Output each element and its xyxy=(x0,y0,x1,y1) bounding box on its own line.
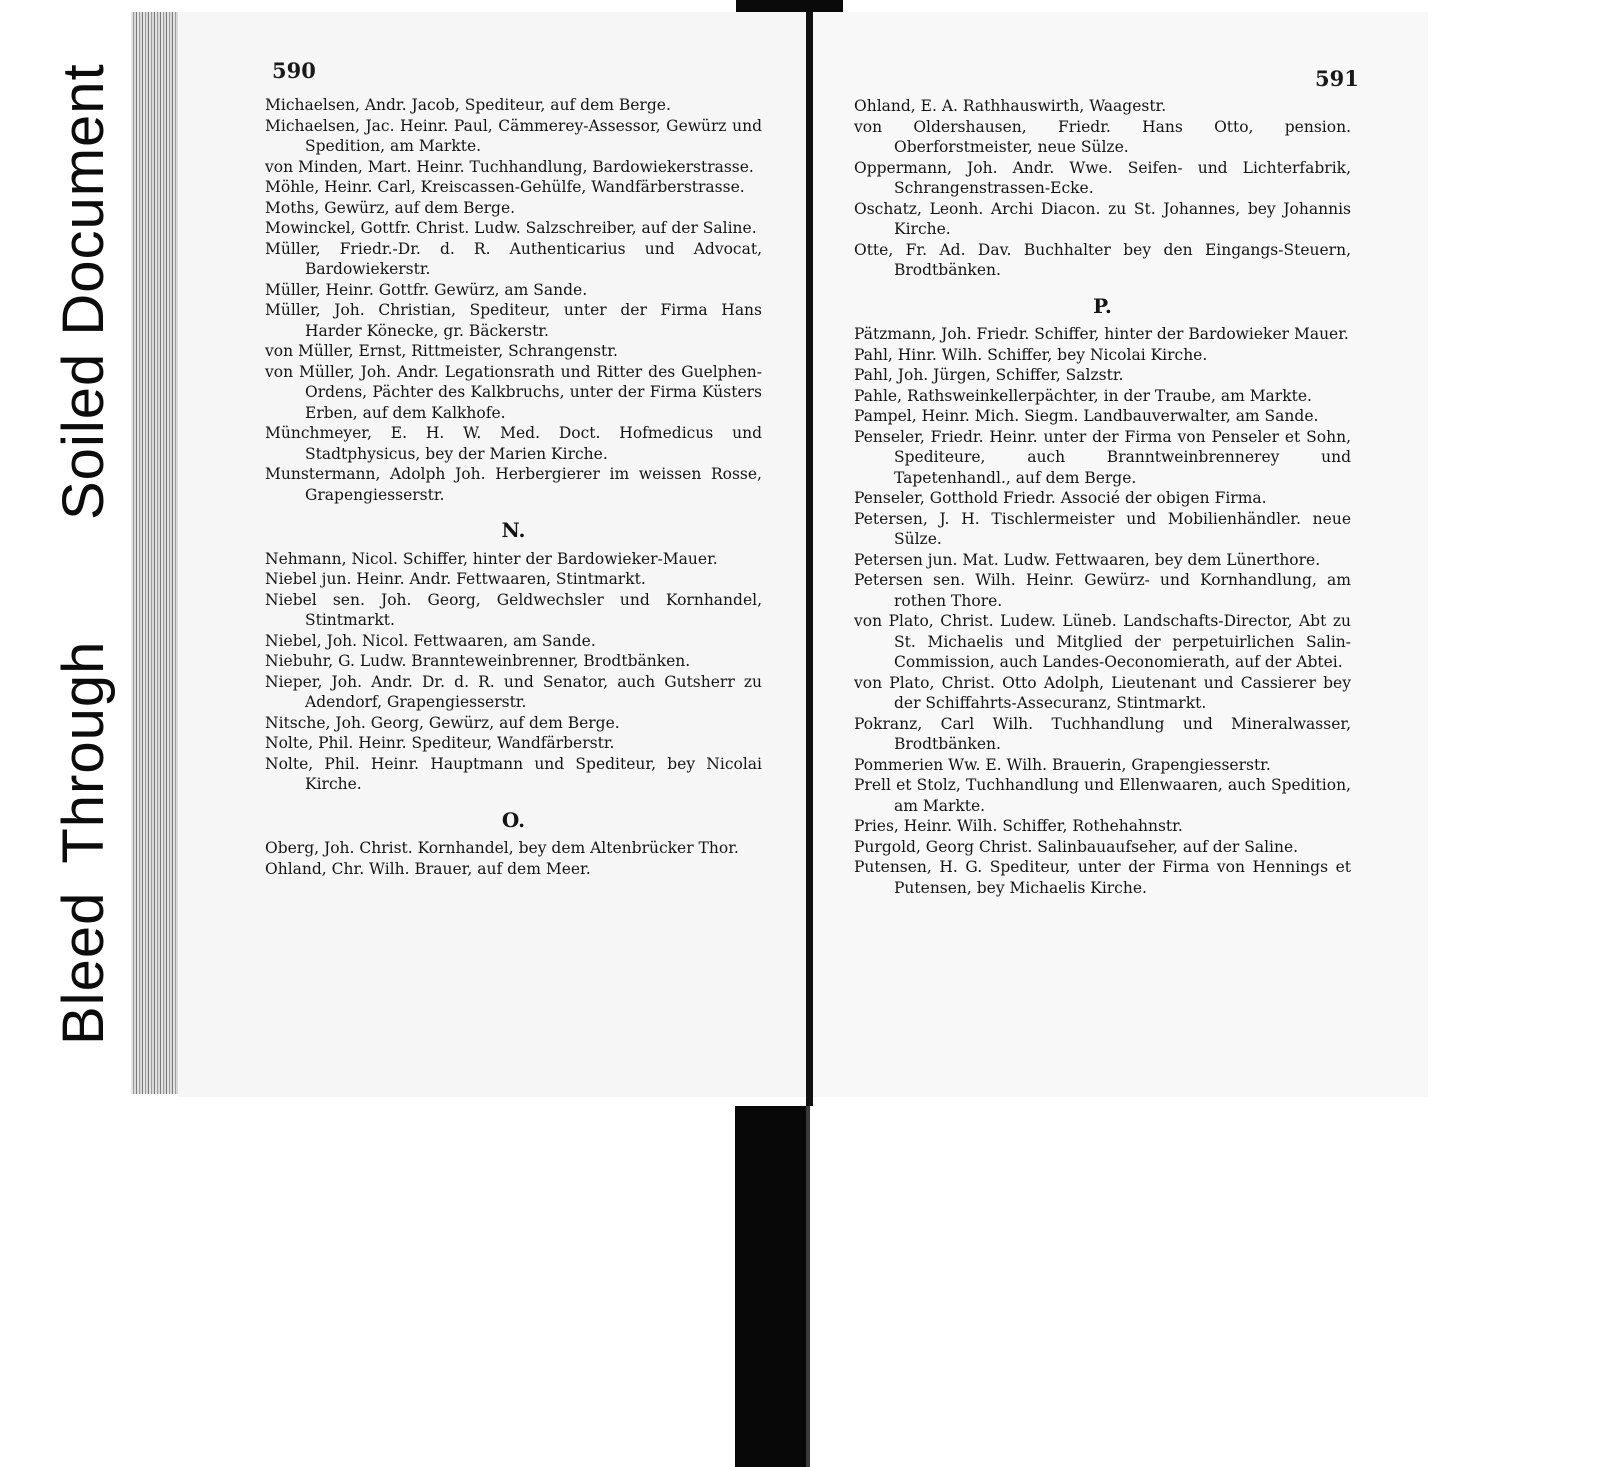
directory-entry: Prell et Stolz, Tuchhandlung und Ellenwaaren, auch Spedition, am Markte. xyxy=(854,776,1351,815)
directory-entry: Müller, Joh. Christian, Spediteur, unter der Firma Hans Harder Könecke, gr. Bäckerstr. xyxy=(265,301,762,340)
directory-entry: Petersen, J. H. Tischlermeister und Mobilienhändler. neue Sülze. xyxy=(854,509,1351,548)
directory-entry: Nolte, Phil. Heinr. Spediteur, Wandfärberstr. xyxy=(265,734,615,752)
directory-entry: Möhle, Heinr. Carl, Kreiscassen-Gehülfe, Wandfärberstrasse. xyxy=(265,178,745,196)
directory-entry: von Oldershausen, Friedr. Hans Otto, pension. Oberforstmeister, neue Sülze. xyxy=(854,117,1351,156)
directory-entry: Petersen sen. Wilh. Heinr. Gewürz- und Kornhandlung, am rothen Thore. xyxy=(854,571,1351,610)
directory-entry: Niebel jun. Heinr. Andr. Fettwaaren, Stintmarkt. xyxy=(265,570,646,588)
directory-entry: Nitsche, Joh. Georg, Gewürz, auf dem Berge. xyxy=(265,713,620,732)
side-label-through: Through xyxy=(51,640,116,864)
directory-entry: Pahle, Rathsweinkellerpächter, in der Traube, am Markte. xyxy=(854,386,1312,405)
directory-entry: Müller, Heinr. Gottfr. Gewürz, am Sande. xyxy=(265,280,588,299)
book-gutter xyxy=(806,12,813,1106)
left-n-entries xyxy=(265,549,762,795)
directory-entry: Münchmeyer, E. H. W. Med. Doct. Hofmedicus und Stadtphysicus, bey der Marien Kirche. xyxy=(265,424,762,463)
directory-entry: Oschatz, Leonh. Archi Diacon. zu St. Johannes, bey Johannis Kirche. xyxy=(854,199,1351,238)
left-o-entries xyxy=(265,838,762,879)
directory-entry: Pries, Heinr. Wilh. Schiffer, Rothehahnstr. xyxy=(854,817,1183,835)
right-page-column xyxy=(854,96,1351,898)
section-letter-p: P. xyxy=(1093,293,1112,318)
directory-entry: von Minden, Mart. Heinr. Tuchhandlung, Bardowiekerstrasse. xyxy=(265,157,754,176)
directory-entry: Penseler, Friedr. Heinr. unter der Firma von Penseler et Sohn, Spediteure, auch Branntweinbrennerey und Tapetenhandl., auf dem Berge. xyxy=(854,427,1351,487)
directory-entry: Müller, Friedr.-Dr. d. R. Authenticarius und Advocat, Bardowiekerstr. xyxy=(265,239,762,278)
left-m-entries xyxy=(265,95,762,505)
directory-entry: Pätzmann, Joh. Friedr. Schiffer, hinter der Bardowieker Mauer. xyxy=(854,325,1349,343)
right-o-entries xyxy=(854,96,1351,281)
directory-entry: Pampel, Heinr. Mich. Siegm. Landbauverwalter, am Sande. xyxy=(854,407,1319,425)
directory-entry: Pokranz, Carl Wilh. Tuchhandlung und Mineralwasser, Brodtbänken. xyxy=(854,714,1351,753)
directory-entry: Pommerien Ww. E. Wilh. Brauerin, Grapengiesserstr. xyxy=(854,755,1271,774)
right-p-entries xyxy=(854,324,1351,898)
directory-entry: von Plato, Christ. Otto Adolph, Lieutenant und Cassierer bey der Schiffahrts-Assecuranz, Stintmarkt. xyxy=(854,673,1351,712)
directory-entry: Penseler, Gotthold Friedr. Associé der obigen Firma. xyxy=(854,489,1267,507)
directory-entry: Nieper, Joh. Andr. Dr. d. R. und Senator, auch Gutsherr zu Adendorf, Grapengiesserstr. xyxy=(265,672,762,711)
side-label xyxy=(44,45,124,1045)
left-page-number: 590 xyxy=(272,58,316,83)
directory-entry: von Müller, Ernst, Rittmeister, Schrangenstr. xyxy=(265,342,618,360)
directory-entry: Pahl, Hinr. Wilh. Schiffer, bey Nicolai Kirche. xyxy=(854,345,1208,364)
directory-entry: Nolte, Phil. Heinr. Hauptmann und Spediteur, bey Nicolai Kirche. xyxy=(265,754,762,793)
directory-entry: Ohland, E. A. Rathhauswirth, Waagestr. xyxy=(854,97,1167,115)
book-page-edges xyxy=(131,12,181,1094)
section-letter-o: O. xyxy=(501,807,526,832)
right-page-number: 591 xyxy=(1315,66,1359,91)
directory-entry: Niebel sen. Joh. Georg, Geldwechsler und Kornhandel, Stintmarkt. xyxy=(265,590,762,629)
directory-entry: Niebel, Joh. Nicol. Fettwaaren, am Sande. xyxy=(265,631,596,650)
directory-entry: Oberg, Joh. Christ. Kornhandel, bey dem Altenbrücker Thor. xyxy=(265,839,739,857)
directory-entry: Niebuhr, G. Ludw. Brannteweinbrenner, Brodtbänken. xyxy=(265,652,691,670)
directory-entry: Michaelsen, Jac. Heinr. Paul, Cämmerey-Assessor, Gewürz und Spedition, am Markte. xyxy=(265,116,762,155)
directory-entry: Petersen jun. Mat. Ludw. Fettwaaren, bey dem Lünerthore. xyxy=(854,550,1321,569)
left-page-column xyxy=(265,95,762,879)
directory-entry: Moths, Gewürz, auf dem Berge. xyxy=(265,198,516,217)
bookmark-ribbon xyxy=(735,1106,808,1467)
directory-entry: Mowinckel, Gottfr. Christ. Ludw. Salzschreiber, auf der Saline. xyxy=(265,219,757,237)
directory-entry: Pahl, Joh. Jürgen, Schiffer, Salzstr. xyxy=(854,366,1124,384)
directory-entry: Nehmann, Nicol. Schiffer, hinter der Bardowieker-Mauer. xyxy=(265,549,718,568)
directory-entry: von Müller, Joh. Andr. Legationsrath und Ritter des Guelphen-Ordens, Pächter des Kalkbruchs, unter der Firma Küsters Erben, auf dem Kalkhofe. xyxy=(265,362,762,422)
directory-entry: Purgold, Georg Christ. Salinbauaufseher, auf der Saline. xyxy=(854,837,1299,856)
directory-entry: von Plato, Christ. Ludew. Lüneb. Landschafts-Director, Abt zu St. Michaelis und Mitglied der perpetuirlichen Salin-Commission, auch Landes-Oeconomierath, auf der Abtei. xyxy=(854,612,1351,671)
side-label-bleed: Bleed xyxy=(51,891,116,1045)
bookmark-ribbon-edge xyxy=(806,1106,810,1467)
directory-entry: Ohland, Chr. Wilh. Brauer, auf dem Meer. xyxy=(265,859,591,878)
side-label-soiled-document: Soiled Document xyxy=(51,63,116,520)
directory-entry: Michaelsen, Andr. Jacob, Spediteur, auf dem Berge. xyxy=(265,96,671,114)
directory-entry: Munstermann, Adolph Joh. Herbergierer im weissen Rosse, Grapengiesserstr. xyxy=(265,465,762,504)
directory-entry: Otte, Fr. Ad. Dav. Buchhalter bey den Eingangs-Steuern, Brodtbänken. xyxy=(854,240,1351,279)
directory-entry: Oppermann, Joh. Andr. Wwe. Seifen- und Lichterfabrik, Schrangenstrassen-Ecke. xyxy=(854,158,1351,197)
section-letter-n: N. xyxy=(501,518,526,542)
directory-entry: Putensen, H. G. Spediteur, unter der Firma von Hennings et Putensen, bey Michaelis Kirche. xyxy=(854,858,1351,897)
